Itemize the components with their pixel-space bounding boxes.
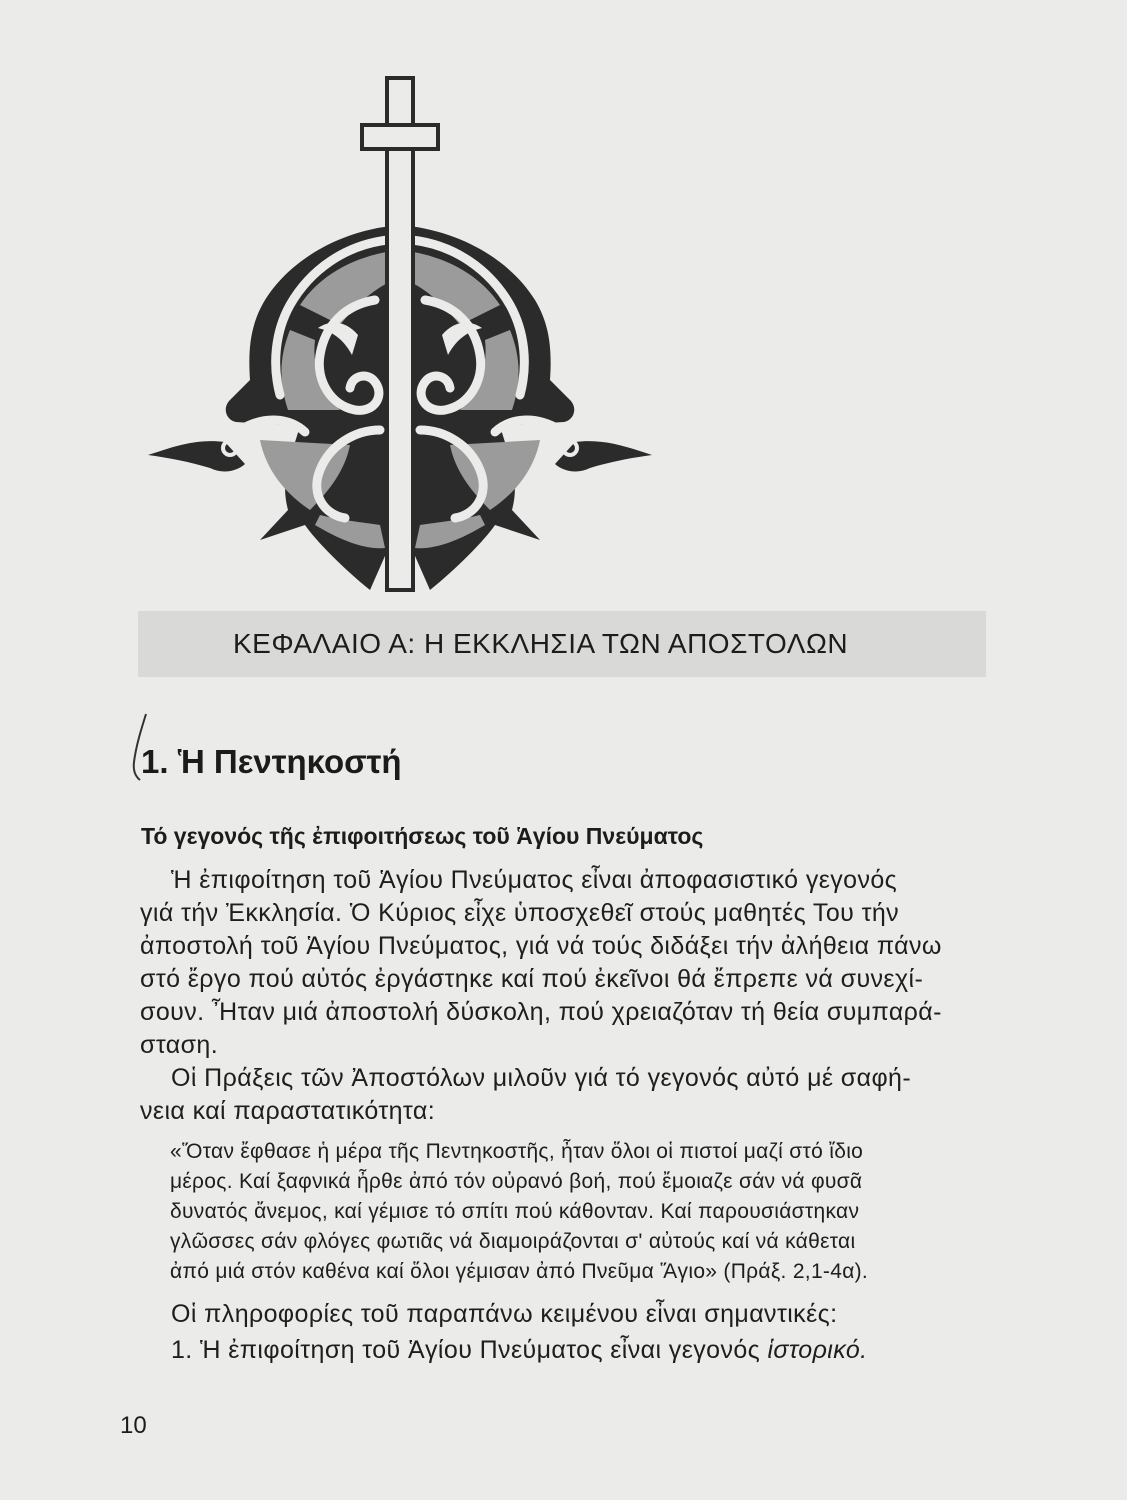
quote-line: ἀπό μιά στόν καθένα καί ὅλοι γέμισαν ἀπό Πνεῦμα Ἅγιο» (Πράξ. 2,1-4α). [170, 1260, 869, 1283]
cross-tree-ornament-icon [140, 70, 660, 600]
subheading: Τό γεγονός τῆς ἐπιφοιτήσεως τοῦ Ἁγίου Πνεύματος [141, 823, 704, 849]
paragraph-line: Οἱ Πράξεις τῶν Ἀποστόλων μιλοῦν γιά τό γεγονός αὐτό μέ σαφή- [171, 1064, 912, 1092]
emphasis-text: ἱστορικό. [767, 1336, 868, 1364]
quote-line: δυνατός ἄνεμος, καί γέμισε τό σπίτι πού κάθονταν. Καί παρουσιάστηκαν [170, 1200, 860, 1223]
paragraph-line: Οἱ πληροφορίες τοῦ παραπάνω κειμένου εἶναι σημαντικές: [171, 1300, 838, 1328]
quote-line: μέρος. Καί ξαφνικά ἦρθε ἀπό τόν οὐρανό βοή, πού ἔμοιαζε σάν νά φυσᾶ [170, 1170, 863, 1193]
paragraph-line: ἀποστολή τοῦ Ἁγίου Πνεύματος, γιά νά τούς διδάξει τήν ἀλήθεια πάνω [140, 932, 942, 960]
paragraph-line: νεια καί παραστατικότητα: [140, 1097, 436, 1125]
section-title: 1. Ἡ Πεντηκοστή [141, 743, 402, 780]
quote-line: γλῶσσες σάν φλόγες φωτιᾶς νά διαμοιράζονται σ' αὐτούς καί νά κάθεται [170, 1230, 856, 1253]
paragraph-line: σταση. [140, 1031, 219, 1059]
page-number: 10 [120, 1412, 147, 1439]
numbered-point [171, 1336, 868, 1365]
paragraph-line: Ἡ ἐπιφοίτηση τοῦ Ἁγίου Πνεύματος εἶναι ἀποφασιστικό γεγονός [171, 866, 898, 894]
quote-line: «Ὅταν ἔφθασε ἡ μέρα τῆς Πεντηκοστῆς, ἦταν ὅλοι οἱ πιστοί μαζί στό ἴδιο [170, 1140, 864, 1163]
chapter-title: ΚΕΦΑΛΑΙΟ Α: Η ΕΚΚΛΗΣΙΑ ΤΩΝ ΑΠΟΣΤΟΛΩΝ [233, 628, 849, 659]
paragraph-line: γιά τήν Ἐκκλησία. Ὁ Κύριος εἶχε ὑποσχεθεῖ στούς μαθητές Του τήν [140, 899, 900, 927]
paragraph-line: σουν. Ἦταν μιά ἀποστολή δύσκολη, πού χρειαζόταν τή θεία συμπαρά- [140, 998, 942, 1026]
numbered-point-text: 1. Ἡ ἐπιφοίτηση τοῦ Ἁγίου Πνεύματος εἶναι γεγονός [171, 1336, 768, 1364]
paragraph-line: στό ἔργο πού αὐτός ἐργάστηκε καί πού ἐκεῖνοι θά ἔπρεπε νά συνεχί- [140, 965, 924, 993]
